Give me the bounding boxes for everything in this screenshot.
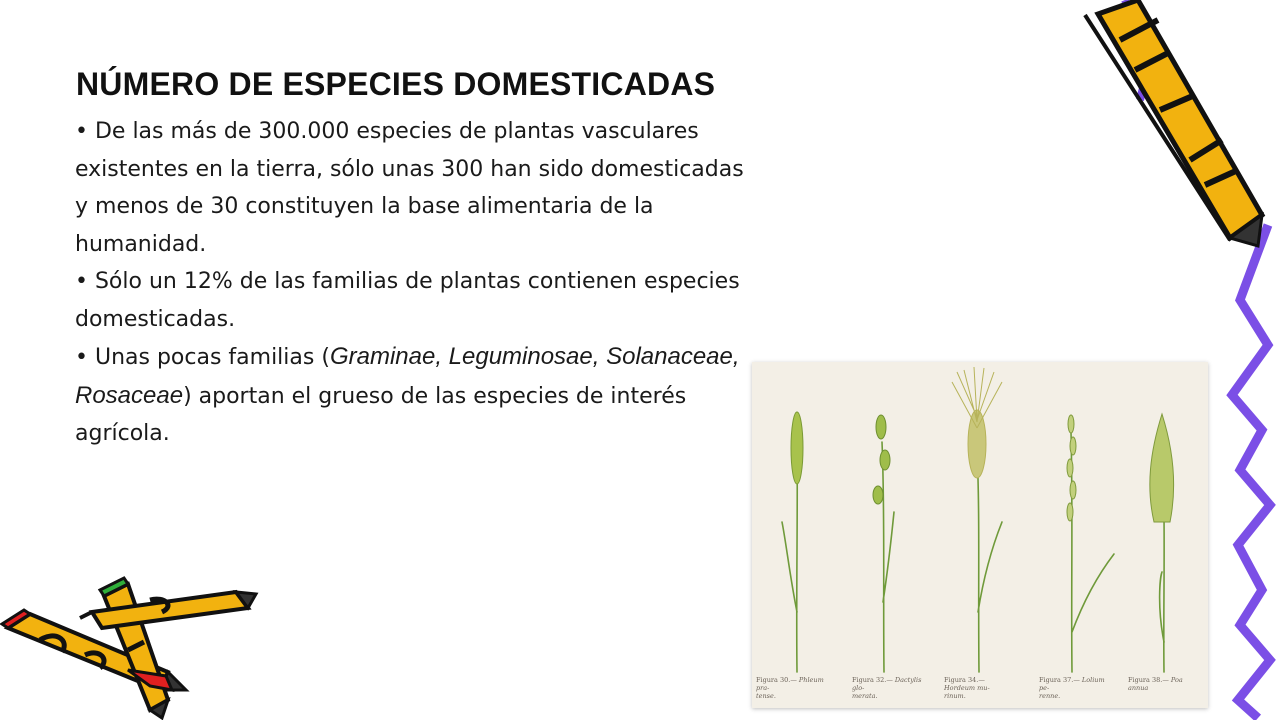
- dactylis-stem: [882, 442, 884, 672]
- crossed-pencils-icon: [2, 578, 256, 718]
- caption-rest-3: rinum.: [944, 692, 966, 700]
- bullet-3-suffix: ) aportan el grueso de las especies de interés agrícola.: [75, 383, 687, 446]
- caption-rest-2: merata.: [852, 692, 878, 700]
- bullet-2: • Sólo un 12% de las familias de plantas contienen especies domesticadas.: [75, 269, 740, 332]
- caption-name-3: Hordeum mu-: [944, 684, 990, 692]
- dactylis-leaf: [883, 512, 894, 602]
- caption-name-4: Lolium pe-: [1039, 676, 1105, 692]
- caption-fig-2: Figura 32.—: [852, 676, 893, 684]
- hordeum-stem: [977, 452, 979, 672]
- caption-name-1: Phleum pra-: [756, 676, 824, 692]
- caption-poa: [1128, 676, 1198, 692]
- hordeum-leaf: [978, 522, 1002, 612]
- caption-name-2: Dactylis glo-: [852, 676, 922, 692]
- bullet-3-prefix: • Unas pocas familias (: [75, 345, 330, 370]
- crayon-top-right-icon: [1085, 0, 1262, 246]
- lolium-leaf: [1072, 554, 1114, 632]
- caption-lolium: [1039, 676, 1109, 700]
- caption-dactylis: [852, 676, 922, 700]
- caption-fig-3: Figura 34.—: [944, 676, 985, 684]
- bullet-3: [75, 338, 755, 453]
- caption-fig-4: Figura 37.—: [1039, 676, 1080, 684]
- hordeum-spike: [952, 367, 1002, 478]
- phleum-leaf: [782, 522, 797, 612]
- caption-fig-5: Figura 38.—: [1128, 676, 1169, 684]
- bullet-1: • De las más de 300.000 especies de plantas vasculares existentes en la tierra, sólo unas 300 han sido domesticadas y menos de 30 constituyen la base alimentaria de la humanidad.: [75, 119, 744, 257]
- caption-name-5: Poa annua: [1128, 676, 1183, 692]
- grass-drawing: [752, 362, 1208, 708]
- grass-illustration: [752, 362, 1208, 708]
- dactylis-spike: [873, 415, 890, 504]
- phleum-spike: [791, 412, 803, 484]
- plant-families: Graminae, Leguminosae, Solanaceae, Rosaceae: [75, 343, 740, 409]
- purple-stroke-top-icon: [1125, 0, 1150, 100]
- caption-hordeum: [944, 676, 1014, 700]
- purple-zigzag-icon: [1232, 225, 1270, 718]
- slide-body: [75, 113, 755, 453]
- poa-panicle: [1150, 414, 1174, 522]
- lolium-spike: [1067, 415, 1076, 521]
- caption-rest-1: tense.: [756, 692, 776, 700]
- caption-phleum: [756, 676, 826, 700]
- caption-fig-1: Figura 30.—: [756, 676, 797, 684]
- caption-rest-4: renne.: [1039, 692, 1061, 700]
- slide-title: NÚMERO DE ESPECIES DOMESTICADAS: [76, 66, 716, 102]
